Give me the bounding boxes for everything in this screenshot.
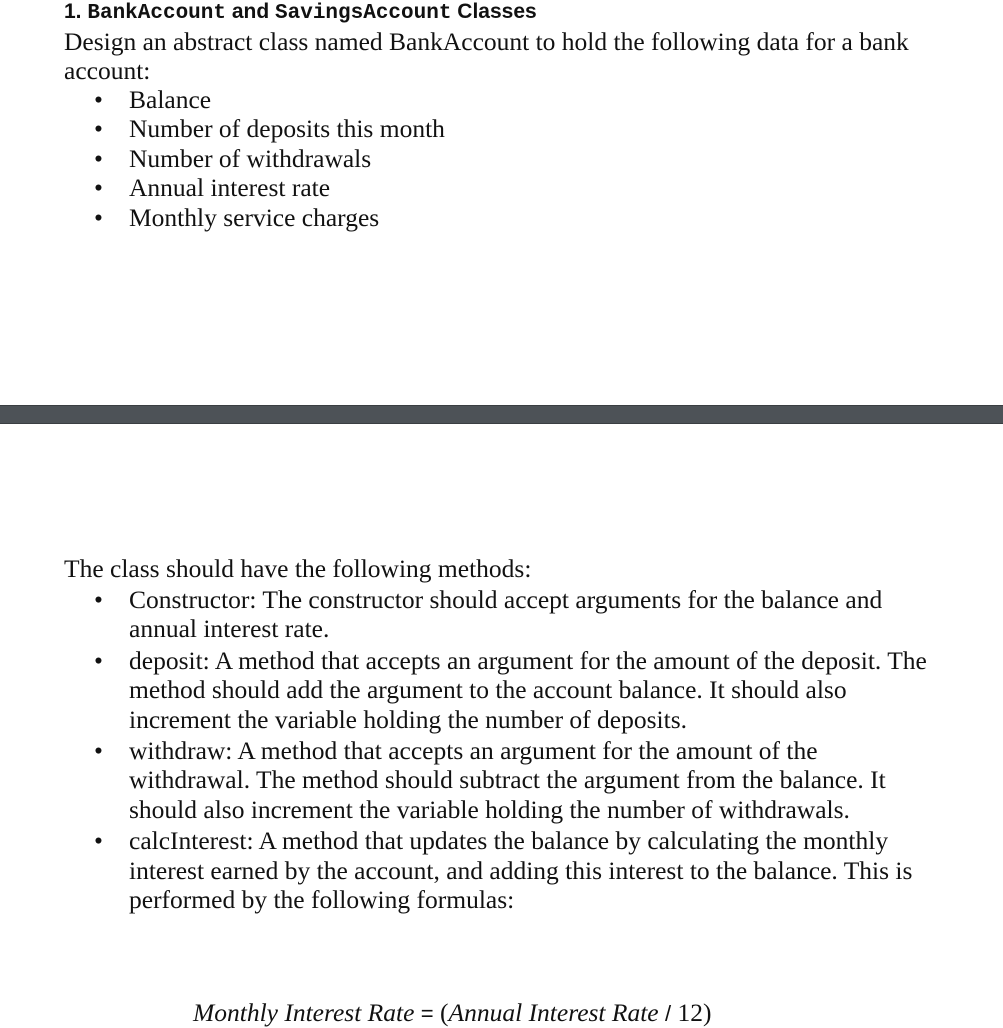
- list-item: [64, 144, 445, 173]
- list-item: [64, 85, 445, 114]
- list-item-text: Number of deposits this month: [129, 114, 445, 144]
- bullet-icon: •: [94, 736, 103, 766]
- list-item: [64, 585, 944, 644]
- heading-class-bankaccount: BankAccount: [87, 2, 226, 25]
- bullet-icon: •: [94, 585, 103, 614]
- bullet-icon: •: [94, 826, 103, 856]
- list-item-text: Balance: [129, 85, 212, 114]
- heading-number: 1.: [64, 0, 82, 23]
- page-top: [0, 0, 1003, 405]
- formula-lhs: Monthly Interest Rate: [193, 998, 415, 1027]
- list-item: [64, 826, 944, 914]
- bullet-icon: •: [94, 114, 103, 144]
- heading-and: and: [231, 0, 270, 23]
- formula-rhs-variable: Annual Interest Rate: [448, 998, 659, 1027]
- method-constructor-text: Constructor: The constructor should accept arguments for the balance and annual interest rate.: [129, 585, 883, 644]
- method-deposit-text: deposit: A method that accepts an argument for the amount of the deposit. The method should add the argument to the account balance. It should also increment the variable holding the number of deposits.: [129, 645, 927, 734]
- methods-list: [64, 585, 944, 916]
- bullet-icon: •: [94, 202, 103, 232]
- list-item: [64, 173, 445, 202]
- heading-classes: Classes: [457, 0, 537, 23]
- formula-divide: /: [665, 1001, 672, 1026]
- bullet-icon: •: [94, 645, 103, 675]
- formula-divisor: 12): [677, 998, 712, 1027]
- method-withdraw-text: withdraw: A method that accepts an argument for the amount of the withdrawal. The method should subtract the argument from the balance. It should also increment the variable holding the number of withdrawals.: [129, 736, 886, 824]
- list-item-text: Monthly service charges: [129, 202, 380, 232]
- formula-open-paren: (: [440, 998, 449, 1027]
- page-separator: [0, 405, 1003, 424]
- bullet-icon: •: [94, 143, 103, 173]
- list-item: [64, 203, 445, 232]
- list-item: [64, 646, 944, 734]
- list-item-text: Number of withdrawals: [129, 143, 372, 173]
- method-calcinterest-text: calcInterest: A method that updates the balance by calculating the monthly interest earned by the account, and adding this interest to the balance. This is performed by the following formulas:: [129, 826, 913, 915]
- section-heading: [64, 0, 537, 26]
- list-item: [64, 736, 944, 824]
- bullet-icon: •: [94, 85, 103, 114]
- list-item-text: Annual interest rate: [129, 173, 331, 203]
- fields-list: [64, 85, 445, 232]
- heading-class-savingsaccount: SavingsAccount: [275, 2, 452, 25]
- intro-paragraph: Design an abstract class named BankAccount to hold the following data for a bank account:: [64, 27, 909, 86]
- methods-intro: The class should have the following methods:: [64, 554, 532, 583]
- list-item: [64, 114, 445, 143]
- formula-equals: =: [420, 1001, 434, 1026]
- bullet-icon: •: [94, 173, 103, 203]
